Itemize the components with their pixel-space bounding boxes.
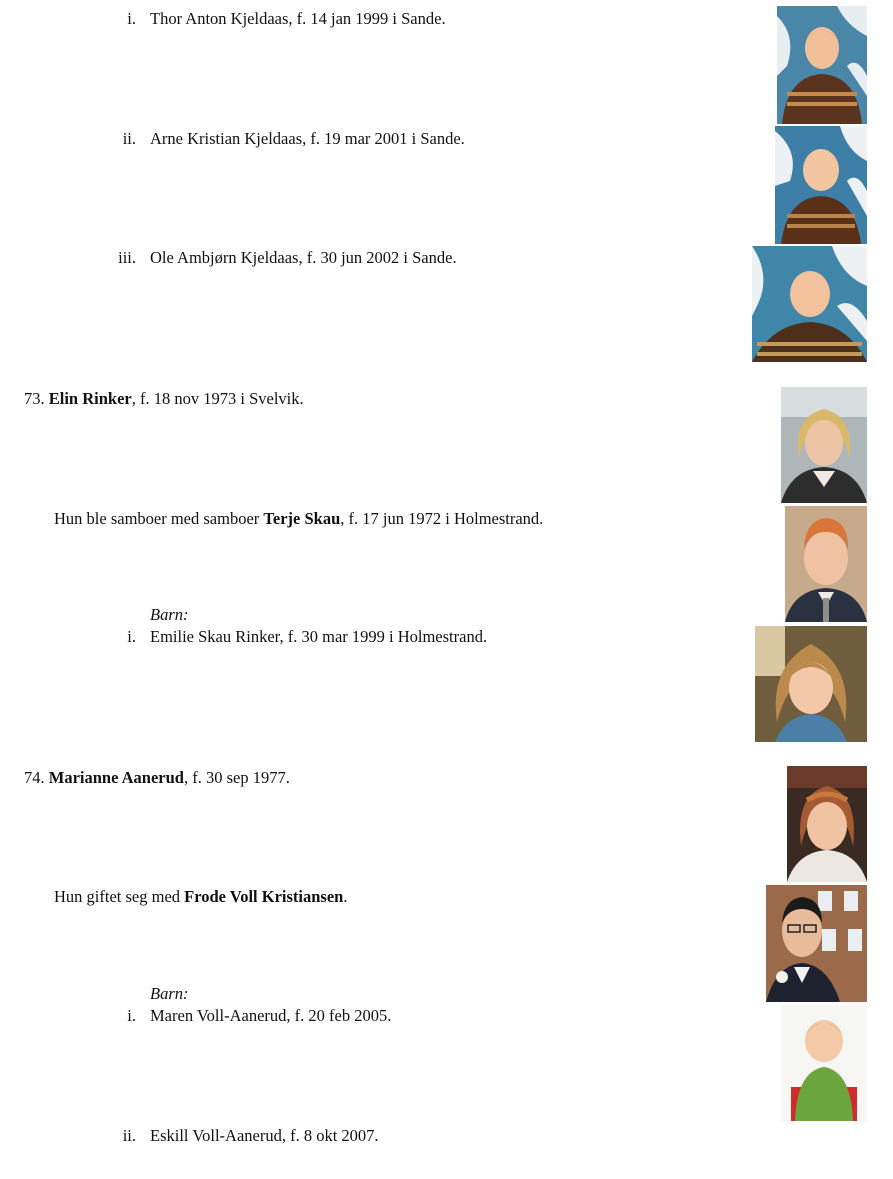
children-label: Barn: xyxy=(150,984,189,1003)
person-name: Elin Rinker xyxy=(48,389,132,408)
person-details: , f. 30 sep 1977. xyxy=(183,768,290,787)
person-entry-74 xyxy=(24,768,290,788)
portrait-photo xyxy=(766,885,867,1002)
partner-name: Frode Voll Kristiansen xyxy=(184,887,344,906)
partner-name: Terje Skau xyxy=(263,509,341,528)
portrait-photo xyxy=(785,506,867,622)
child-photo xyxy=(781,1005,867,1121)
portrait-photo xyxy=(781,387,867,503)
person-entry-73 xyxy=(24,389,304,409)
roman-numeral: ii. xyxy=(122,129,136,148)
partner-details: . xyxy=(343,887,348,906)
roman-numeral: ii. xyxy=(122,1126,136,1145)
person-name: Marianne Aanerud xyxy=(48,768,184,787)
child-entry-text: Emilie Skau Rinker, f. 30 mar 1999 i Holmestrand. xyxy=(150,627,488,646)
roman-numeral: i. xyxy=(127,9,136,28)
partner-prefix: Hun ble samboer med samboer xyxy=(54,509,264,528)
child-photo xyxy=(752,246,867,362)
partner-line xyxy=(54,887,347,907)
person-details: , f. 18 nov 1973 i Svelvik. xyxy=(131,389,304,408)
partner-prefix: Hun giftet seg med xyxy=(54,887,185,906)
roman-numeral: i. xyxy=(127,1006,136,1025)
child-photo xyxy=(775,126,867,244)
portrait-photo xyxy=(787,766,867,882)
child-photo xyxy=(777,6,867,124)
roman-numeral: iii. xyxy=(118,248,136,267)
entry-number: 74. xyxy=(24,768,45,787)
child-entry-text: Thor Anton Kjeldaas, f. 14 jan 1999 i Sande. xyxy=(150,9,446,28)
children-label: Barn: xyxy=(150,605,189,624)
partner-line xyxy=(54,509,543,529)
child-entry-text: Ole Ambjørn Kjeldaas, f. 30 jun 2002 i Sande. xyxy=(150,248,457,267)
child-entry-text: Arne Kristian Kjeldaas, f. 19 mar 2001 i Sande. xyxy=(150,129,465,148)
child-entry-text: Eskill Voll-Aanerud, f. 8 okt 2007. xyxy=(150,1126,379,1145)
partner-details: , f. 17 jun 1972 i Holmestrand. xyxy=(340,509,544,528)
roman-numeral: i. xyxy=(127,627,136,646)
child-photo xyxy=(755,626,867,742)
entry-number: 73. xyxy=(24,389,45,408)
child-entry-text: Maren Voll-Aanerud, f. 20 feb 2005. xyxy=(150,1006,392,1025)
